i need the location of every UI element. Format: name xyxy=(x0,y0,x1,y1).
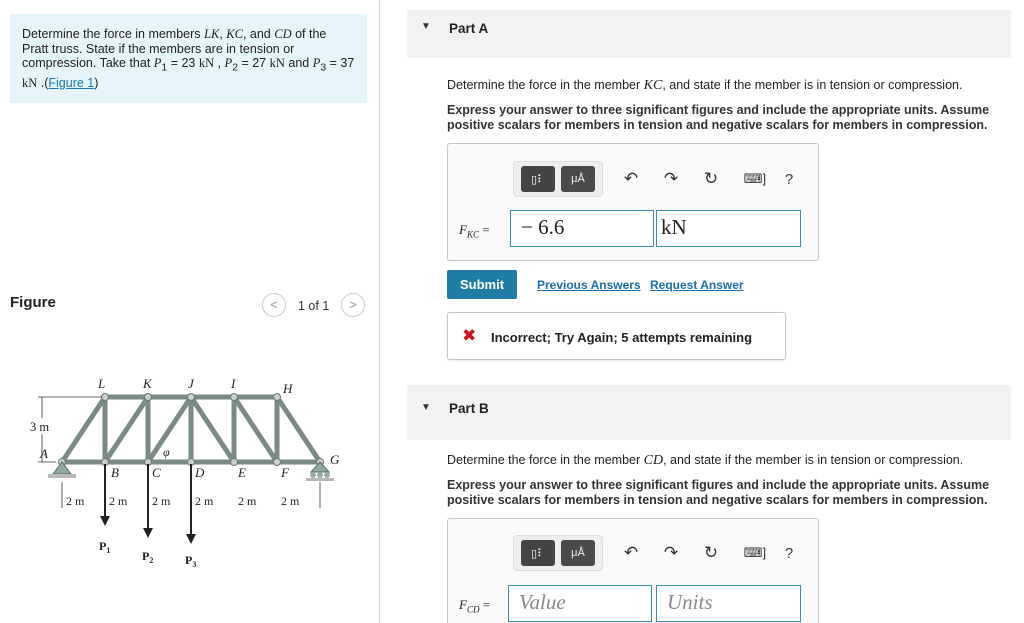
part-a-units-input[interactable]: kN xyxy=(656,210,801,247)
part-b-header[interactable] xyxy=(407,385,1011,440)
truss-figure xyxy=(20,370,350,580)
collapse-caret-icon[interactable]: ▼ xyxy=(421,402,431,413)
node-label-k: K xyxy=(143,376,152,391)
collapse-caret-icon[interactable]: ▼ xyxy=(421,21,431,32)
spacing-label: 2 m xyxy=(195,494,214,508)
help-icon[interactable]: ? xyxy=(784,544,794,562)
part-b-units-input[interactable]: Units xyxy=(656,585,801,622)
units-button[interactable]: μÅ xyxy=(561,166,595,192)
node-label-e: E xyxy=(238,465,246,480)
undo-icon[interactable]: ↶ xyxy=(623,543,639,562)
templates-icon[interactable]: ▯⠇ xyxy=(521,166,555,192)
chevron-left-icon[interactable]: < xyxy=(262,293,286,317)
x-icon: ✖ xyxy=(462,326,477,345)
member-al xyxy=(62,397,105,462)
question-text: Determine the force in the member xyxy=(447,453,644,467)
load-p1: P xyxy=(153,56,162,70)
load-label-p3: $P_3$ xyxy=(185,553,197,569)
node-label-h: H xyxy=(283,381,293,396)
spacing-label: 2 m xyxy=(281,494,300,508)
member-cd: CD xyxy=(274,27,292,41)
part-b-instructions: Express your answer to three significant figures and include the appropriate units. Assume positive scalars for members in tension and negative scalars for members in compression. xyxy=(447,478,990,507)
redo-icon[interactable]: ↷ xyxy=(663,543,679,562)
chevron-right-icon[interactable]: > xyxy=(341,293,365,317)
spacing-label: 2 m xyxy=(152,494,171,508)
spacing-label: 2 m xyxy=(238,494,257,508)
node-label-l: L xyxy=(98,376,106,391)
keyboard-icon[interactable]: ⌨] xyxy=(743,545,767,560)
figure-count: 1 of 1 xyxy=(298,299,330,313)
problem-text: of the Pratt truss. State if the members are in tension or compression. Take that xyxy=(22,27,327,70)
angle-label: φ xyxy=(163,445,170,459)
node-label-i: I xyxy=(231,376,236,391)
load-p2: P xyxy=(224,56,233,70)
previous-answers-link[interactable]: Previous Answers xyxy=(537,278,641,292)
field-label-main: F xyxy=(459,222,467,237)
unit: kN xyxy=(269,56,285,70)
node-label-f: F xyxy=(281,465,289,480)
part-a-question xyxy=(447,78,962,94)
part-b-question xyxy=(447,453,963,469)
request-answer-link[interactable]: Request Answer xyxy=(650,278,744,292)
field-label-sub: KC xyxy=(466,229,479,240)
member-if xyxy=(234,397,277,462)
toolbar-group xyxy=(513,535,603,571)
member-lk: LK xyxy=(204,27,220,41)
spacing-label: 2 m xyxy=(66,494,85,508)
part-a-instructions: Express your answer to three significant figures and include the appropriate units. Assume positive scalars for members in tension and negative scalars for members in compression. xyxy=(447,103,990,132)
keyboard-icon[interactable]: ⌨] xyxy=(743,171,767,186)
redo-icon[interactable]: ↷ xyxy=(663,169,679,188)
part-a-toolbar xyxy=(513,161,799,197)
spacing-label: 2 m xyxy=(109,494,128,508)
undo-icon[interactable]: ↶ xyxy=(623,169,639,188)
part-b-title: Part B xyxy=(449,401,489,416)
unit: kN xyxy=(22,76,38,90)
load-value: = 23 xyxy=(167,56,199,70)
member-je xyxy=(191,397,234,462)
problem-text: , and xyxy=(242,27,275,41)
problem-text: ) xyxy=(94,76,99,90)
load-p3: P xyxy=(312,56,321,70)
column-divider xyxy=(379,0,380,623)
load-label-p2: $P_2$ xyxy=(142,549,154,565)
member-kc: KC xyxy=(226,27,243,41)
part-b-field-label xyxy=(459,597,490,615)
figure-link[interactable]: Figure 1 xyxy=(48,76,95,90)
load-value: = 37 xyxy=(326,56,355,70)
part-a-title: Part A xyxy=(449,21,489,36)
question-text: , and state if the member is in tension or compression. xyxy=(663,453,964,467)
question-text: , and state if the member is in tension or compression. xyxy=(662,78,963,92)
toolbar-group xyxy=(513,161,603,197)
load-sub: 1 xyxy=(161,62,168,74)
part-a-header[interactable] xyxy=(407,10,1011,58)
node-label-c: C xyxy=(152,465,161,480)
problem-text: .( xyxy=(37,76,49,90)
node-label-a: A xyxy=(40,446,48,461)
problem-statement xyxy=(10,14,367,103)
field-label-sub: CD xyxy=(466,604,480,615)
submit-button[interactable]: Submit xyxy=(447,270,517,299)
field-label-main: F xyxy=(459,597,467,612)
units-button[interactable]: μÅ xyxy=(561,540,595,566)
node-label-g: G xyxy=(330,452,340,467)
load-label-p1: $P_1$ xyxy=(99,539,111,555)
problem-text: and xyxy=(284,56,313,70)
part-b-toolbar xyxy=(513,535,799,571)
member-hg xyxy=(277,397,320,462)
reset-icon[interactable]: ↻ xyxy=(703,169,719,188)
field-label-eq: = xyxy=(479,597,491,612)
node-label-j: J xyxy=(188,376,194,391)
truss-members xyxy=(62,397,320,462)
figure-heading: Figure xyxy=(10,294,56,311)
unit: kN xyxy=(198,56,215,70)
feedback-message xyxy=(447,312,786,360)
field-label-eq: = xyxy=(478,222,490,237)
node-label-d: D xyxy=(195,465,205,480)
member-name: CD xyxy=(643,453,664,468)
node-label-b: B xyxy=(111,465,119,480)
height-label: 3 m xyxy=(30,420,50,434)
part-b-value-input[interactable]: Value xyxy=(508,585,652,622)
question-text: Determine the force in the member xyxy=(447,78,644,92)
load-sub: 3 xyxy=(320,62,327,74)
reset-icon[interactable]: ↻ xyxy=(703,543,719,562)
member-bk xyxy=(105,397,148,462)
member-name: KC xyxy=(643,78,663,93)
problem-text: Determine the force in members xyxy=(22,27,205,41)
feedback-text: Incorrect; Try Again; 5 attempts remaining xyxy=(491,330,753,345)
part-a-value-input[interactable]: − 6.6 xyxy=(510,210,654,247)
load-value: = 27 xyxy=(237,56,270,70)
help-icon[interactable]: ? xyxy=(784,170,794,188)
problem-text: , xyxy=(219,27,227,41)
templates-icon[interactable]: ▯⠇ xyxy=(521,540,555,566)
part-a-field-label xyxy=(459,222,490,240)
problem-text: , xyxy=(214,56,225,70)
load-sub: 2 xyxy=(232,62,238,74)
